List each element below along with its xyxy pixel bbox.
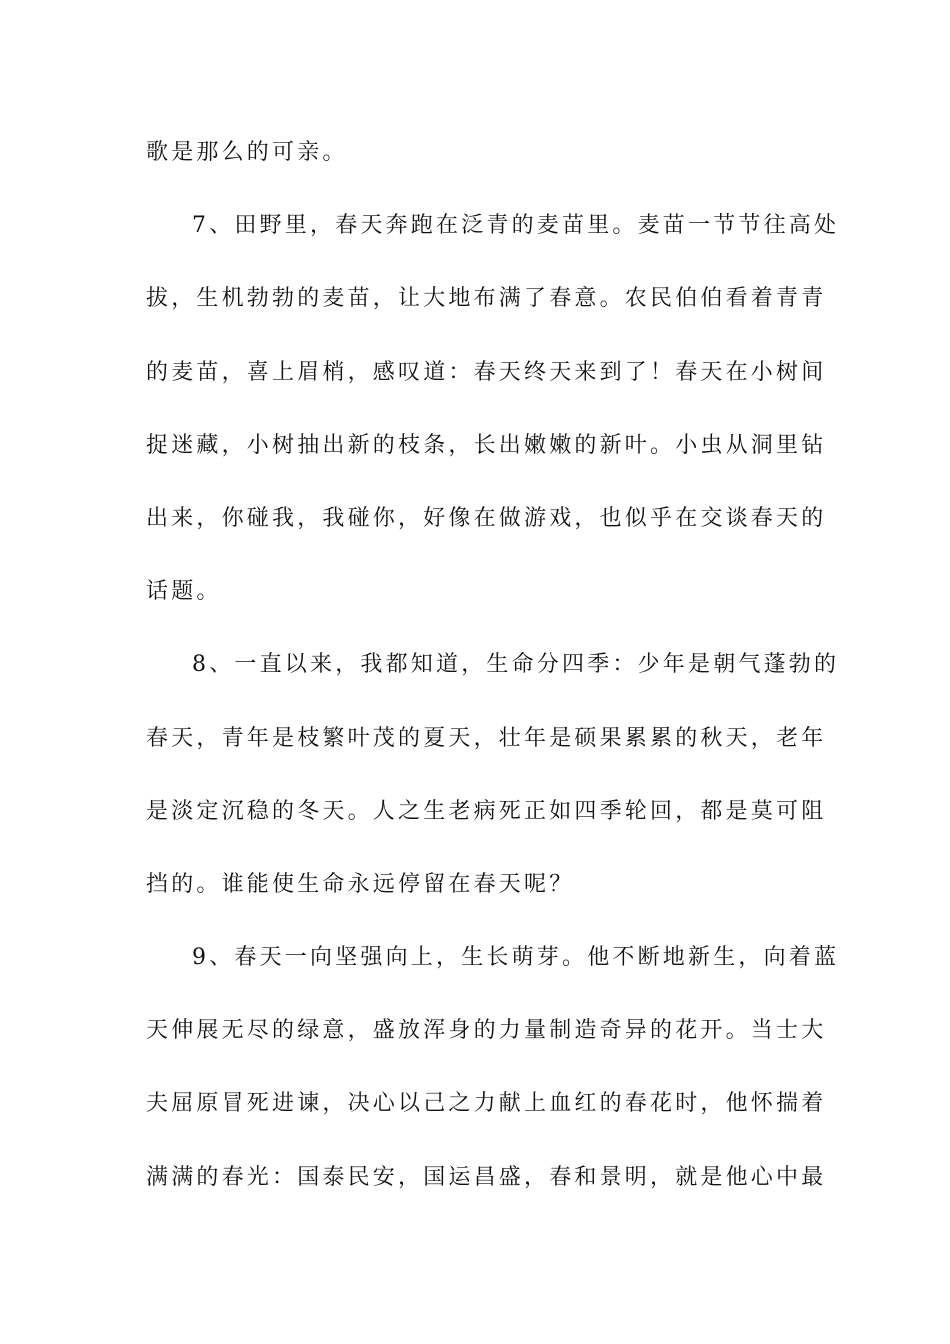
document-body xyxy=(146,128,840,1226)
text-line: 是淡定沉稳的冬天。人之生老病死正如四季轮回，都是莫可阻 xyxy=(146,798,827,824)
text-line: 9、春天一向坚强向上，生长萌芽。他不断地新生，向着蓝 xyxy=(192,945,840,971)
text-line: 出来，你碰我，我碰你，好像在做游戏，也似乎在交谈春天的 xyxy=(146,505,827,531)
text-line: 的麦苗，喜上眉梢，感叹道：春天终天来到了！春天在小树间 xyxy=(146,359,827,385)
text-line: 挡的。谁能使生命永远停留在春天呢？ xyxy=(146,871,575,897)
text-line: 话题。 xyxy=(146,579,222,605)
text-line: 春天，青年是枝繁叶茂的夏天，壮年是硕果累累的秋天，老年 xyxy=(146,725,827,751)
text-line: 天伸展无尽的绿意，盛放浑身的力量制造奇异的花开。当士大 xyxy=(146,1018,827,1044)
text-line: 拔，生机勃勃的麦苗，让大地布满了春意。农民伯伯看着青青 xyxy=(146,286,827,312)
text-line: 歌是那么的可亲。 xyxy=(146,140,348,165)
text-line: 7、田野里，春天奔跑在泛青的麦苗里。麦苗一节节往高处 xyxy=(192,213,840,239)
text-line: 捉迷藏，小树抽出新的枝条，长出嫩嫩的新叶。小虫从洞里钻 xyxy=(146,432,827,458)
text-line: 夫屈原冒死进谏，决心以己之力献上血红的春花时，他怀揣着 xyxy=(146,1091,827,1117)
text-line: 8、一直以来，我都知道，生命分四季：少年是朝气蓬勃的 xyxy=(192,652,840,678)
text-line: 满满的春光：国泰民安，国运昌盛，春和景明，就是他心中最 xyxy=(146,1164,827,1190)
